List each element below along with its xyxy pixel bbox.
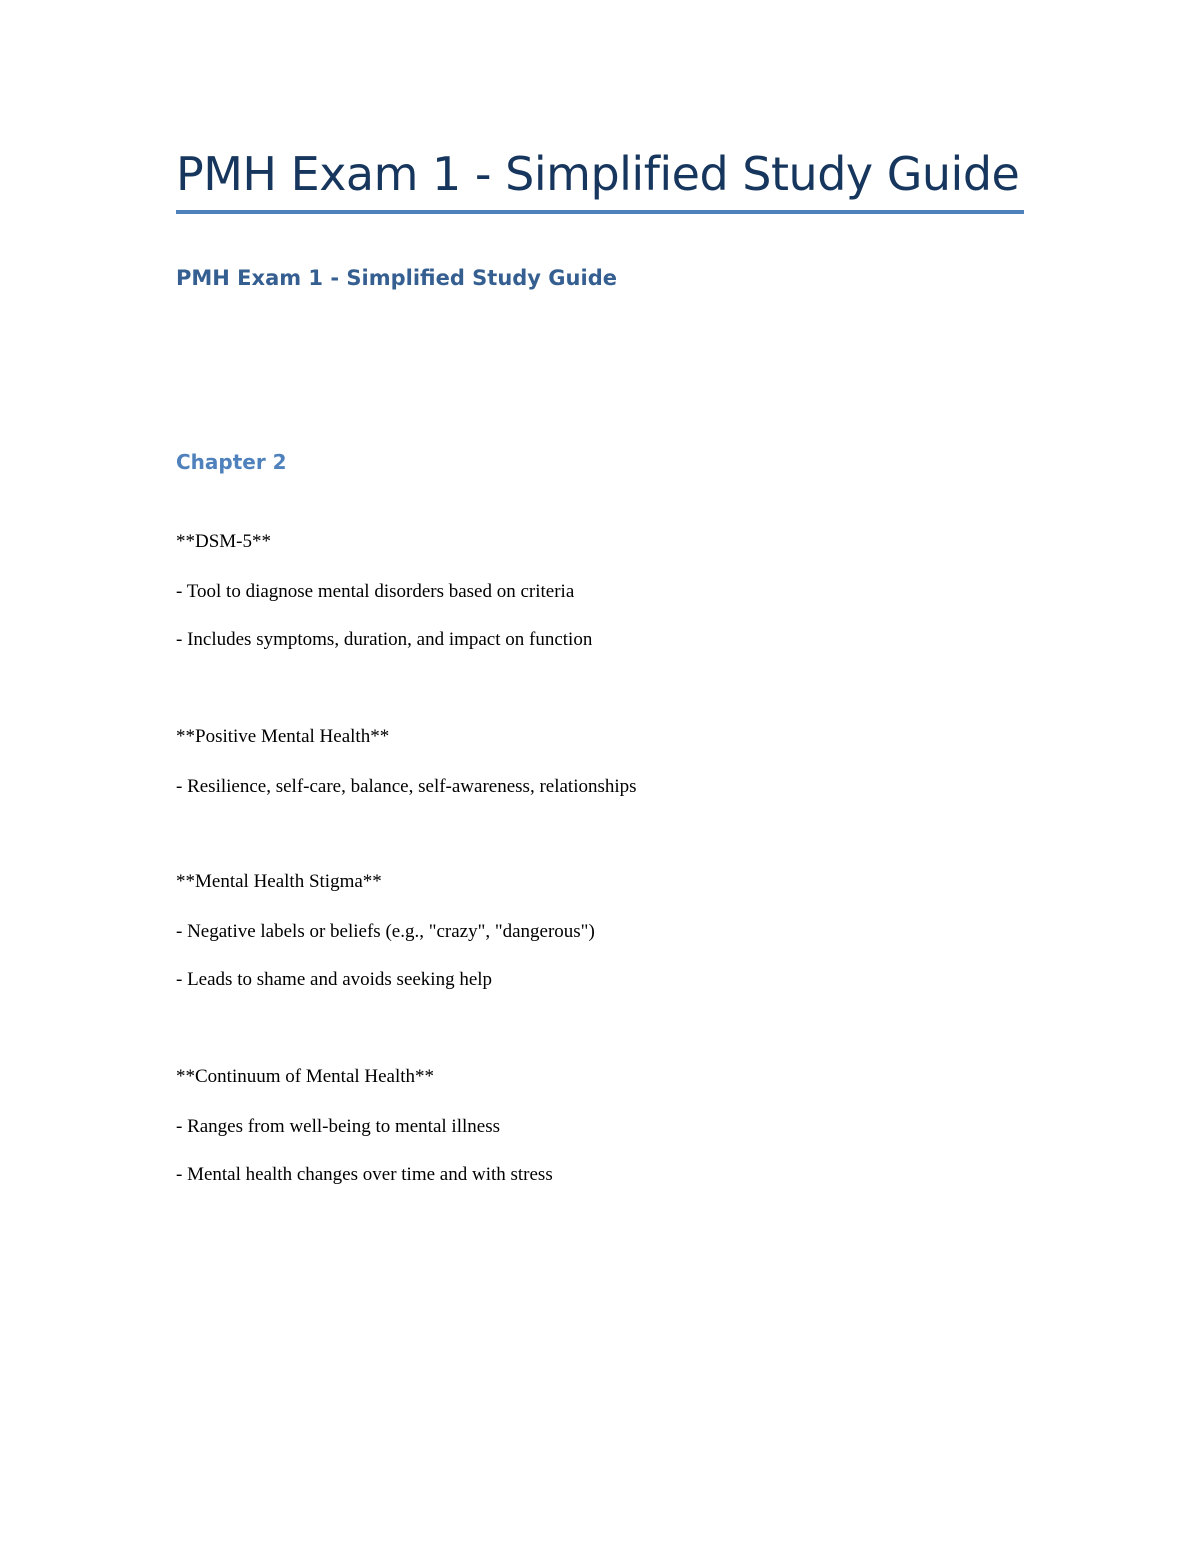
document-title: PMH Exam 1 - Simplified Study Guide [176, 147, 1020, 201]
bullet-item: - Includes symptoms, duration, and impact on function [176, 629, 593, 650]
bullet-item: - Tool to diagnose mental disorders based on criteria [176, 581, 575, 602]
topic-heading-continuum: **Continuum of Mental Health** [176, 1066, 435, 1087]
topic-heading-positive-mental-health: **Positive Mental Health** [176, 726, 390, 747]
topic-heading-dsm5: **DSM-5** [176, 531, 272, 552]
topic-heading-mental-health-stigma: **Mental Health Stigma** [176, 871, 382, 892]
bullet-item: - Ranges from well-being to mental illness [176, 1116, 500, 1137]
chapter-heading: Chapter 2 [176, 450, 287, 474]
bullet-item: - Mental health changes over time and with stress [176, 1164, 553, 1185]
section-heading: PMH Exam 1 - Simplified Study Guide [176, 266, 617, 290]
bullet-item: - Leads to shame and avoids seeking help [176, 969, 493, 990]
bullet-item: - Negative labels or beliefs (e.g., "crazy", "dangerous") [176, 921, 595, 942]
title-underline [176, 210, 1024, 214]
bullet-item: - Resilience, self-care, balance, self-awareness, relationships [176, 776, 637, 797]
